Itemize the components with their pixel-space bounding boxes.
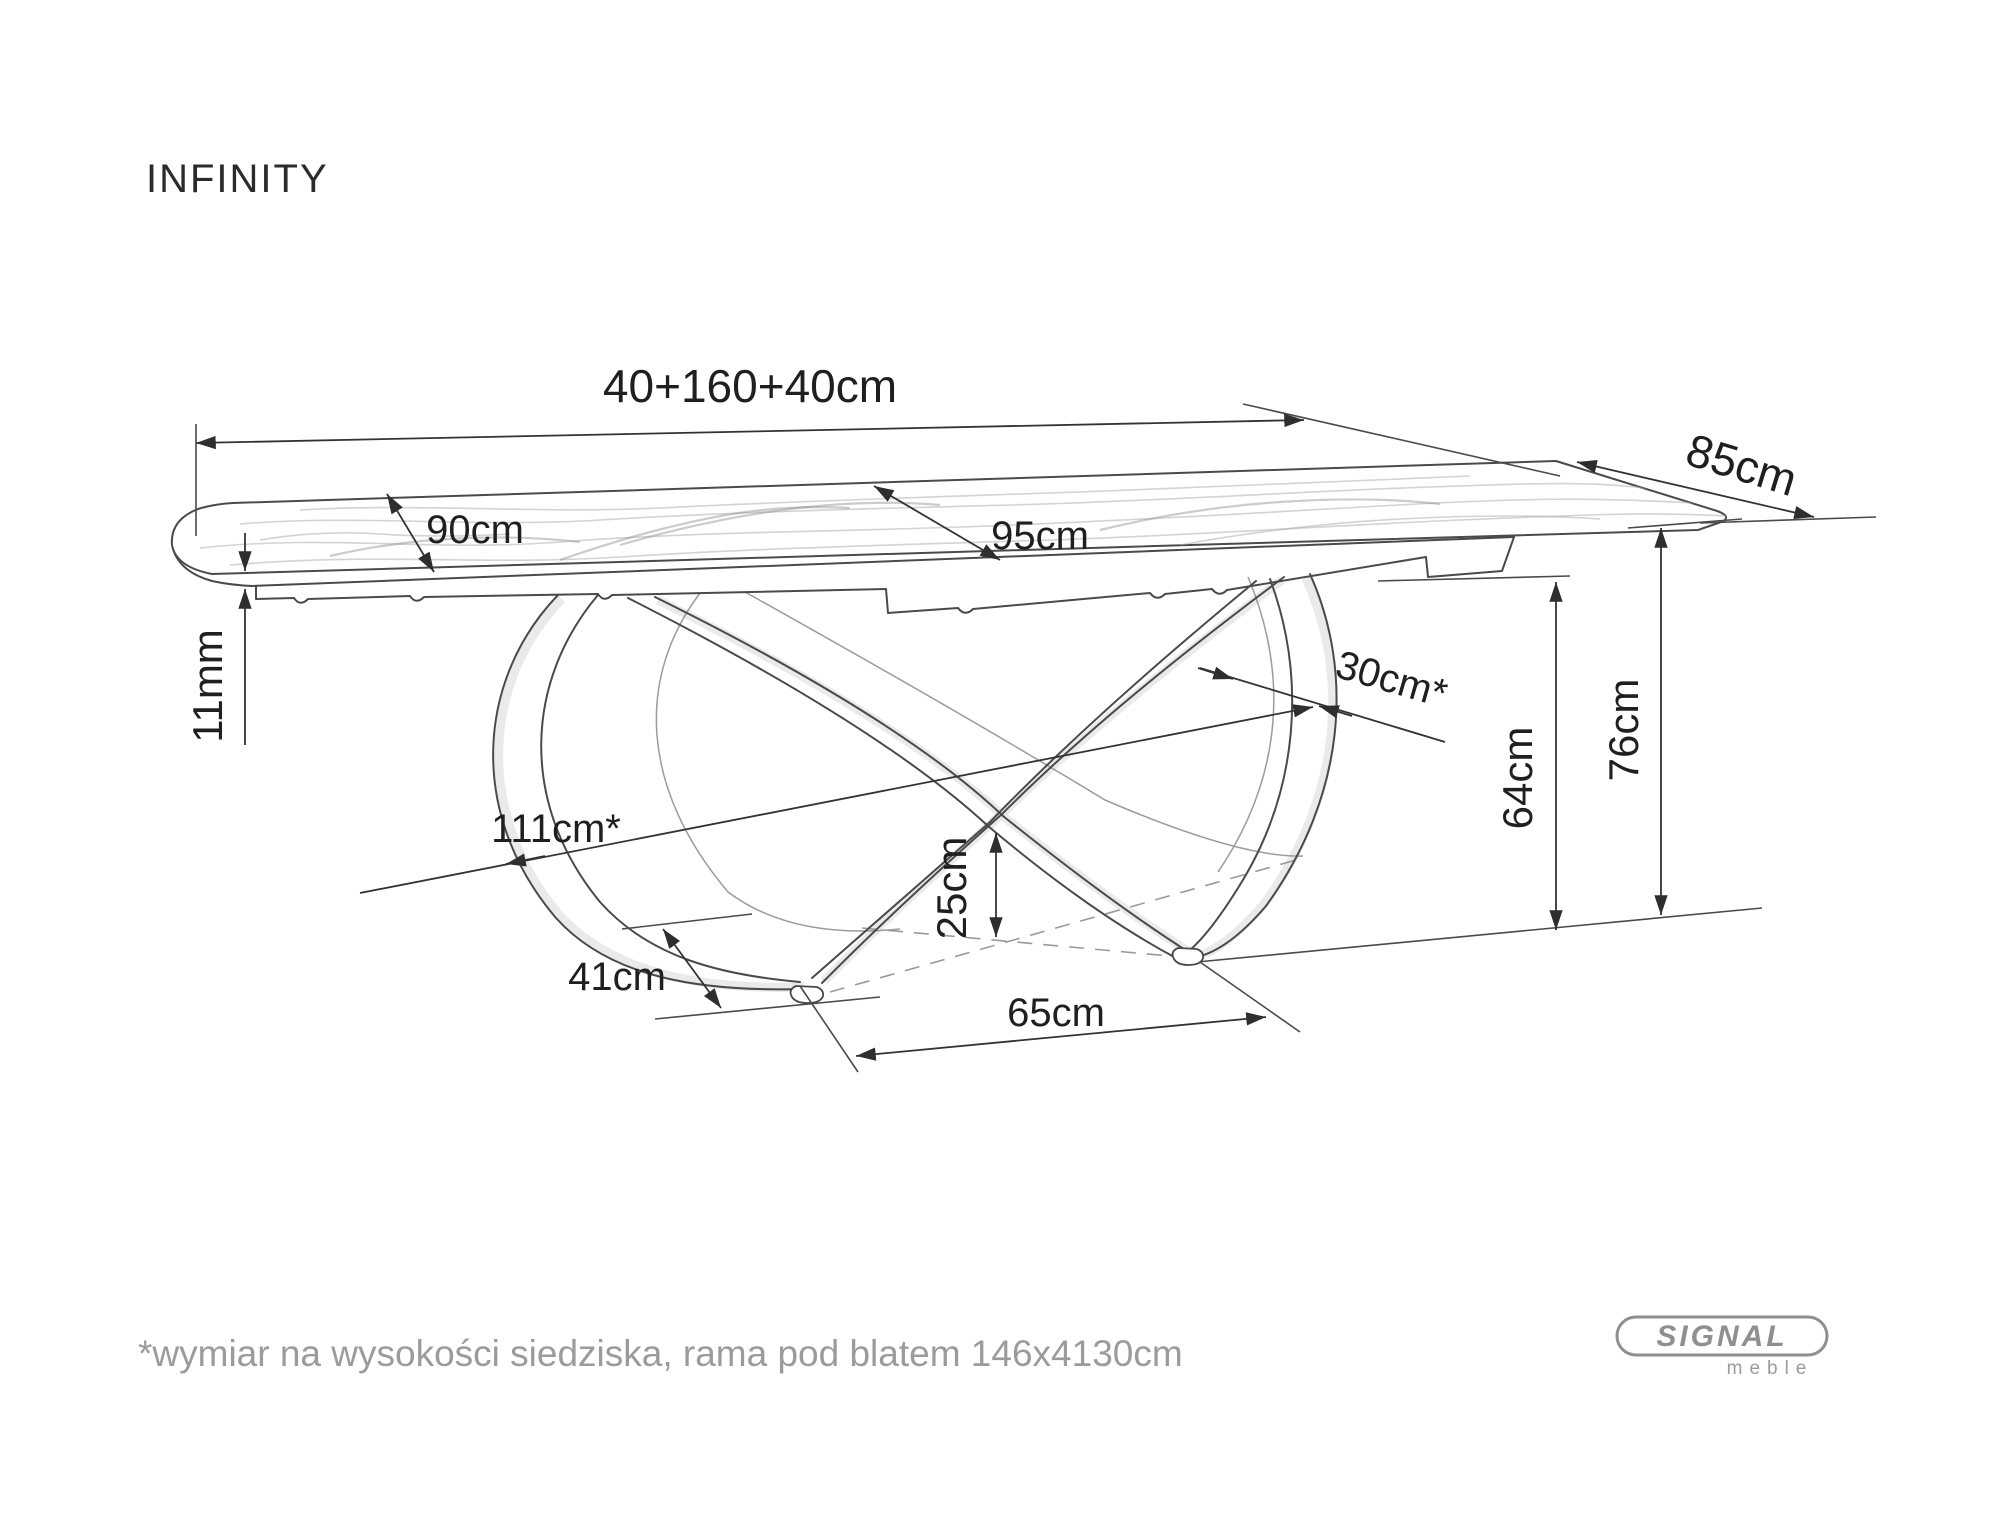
- dim-total-length-label: 40+160+40cm: [602, 360, 898, 412]
- dim-width-end-label: 90cm: [426, 508, 524, 552]
- page-title: INFINITY: [146, 157, 329, 201]
- dim-width-center: [874, 486, 1089, 560]
- dim-cross-clearance-label: 25cm: [928, 836, 975, 940]
- dim-leg-offset-label: 30cm*: [1331, 642, 1453, 717]
- dim-cross-clearance: [928, 833, 996, 939]
- dim-underframe-height: [1378, 576, 1570, 930]
- dim-base-depth-label: 41cm: [568, 955, 666, 999]
- tabletop-left-lip: [173, 549, 252, 586]
- right-foot: [1173, 948, 1204, 965]
- dim-top-thickness-label: 11mm: [184, 629, 231, 743]
- base-shading: [499, 578, 1333, 987]
- dim-total-length: [196, 360, 1560, 536]
- signal-logo: [1617, 1317, 1827, 1379]
- dim-table-height-label: 76cm: [1600, 678, 1647, 782]
- left-foot: [791, 986, 824, 1003]
- footer-note: *wymiar na wysokości siedziska, rama pod blatem 146x4130cm: [138, 1333, 1183, 1374]
- logo-sub: meble: [1726, 1358, 1814, 1379]
- logo-brand: SIGNAL: [1656, 1320, 1788, 1353]
- tabletop: [172, 461, 1740, 574]
- dim-legs-clearance-label: 111cm*: [491, 807, 621, 851]
- floor-diagonal-left: [830, 858, 1303, 992]
- dim-depth: [1577, 423, 1876, 523]
- dim-base-width-label: 65cm: [1007, 991, 1105, 1035]
- dim-base-width: [800, 962, 1300, 1072]
- dim-underframe-height-label: 64cm: [1494, 726, 1541, 830]
- dim-width-center-label: 95cm: [991, 514, 1089, 558]
- dim-depth-label: 85cm: [1680, 423, 1804, 507]
- floor-line-right: [1197, 908, 1762, 962]
- dim-table-height: [1600, 519, 1742, 915]
- tabletop-outline: [172, 461, 1726, 574]
- base-rear-legs: [656, 577, 1303, 931]
